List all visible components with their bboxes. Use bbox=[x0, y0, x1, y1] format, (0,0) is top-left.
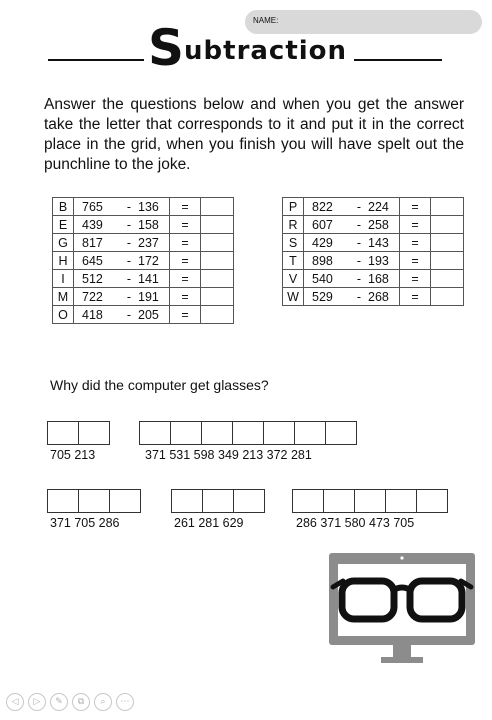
answer-cell[interactable] bbox=[431, 216, 464, 234]
equals-sign: = bbox=[400, 234, 431, 252]
equals-sign: = bbox=[170, 270, 201, 288]
letter-box[interactable] bbox=[47, 421, 79, 445]
subtrahend: 224 bbox=[368, 199, 389, 214]
edit-icon[interactable]: ✎ bbox=[50, 693, 68, 711]
minus-sign: - bbox=[126, 307, 132, 322]
answer-cell[interactable] bbox=[431, 288, 464, 306]
letter-box[interactable] bbox=[78, 489, 110, 513]
subtrahend: 193 bbox=[368, 253, 389, 268]
answer-codes-3: 371 705 286 bbox=[50, 516, 120, 530]
title-rest: ubtraction bbox=[184, 36, 348, 66]
table-row bbox=[53, 270, 234, 288]
subtraction-cell bbox=[304, 270, 400, 288]
letter-cell: W bbox=[283, 288, 304, 306]
answer-codes-2: 371 531 598 349 213 372 281 bbox=[145, 448, 312, 462]
letter-box[interactable] bbox=[385, 489, 417, 513]
minus-sign: - bbox=[356, 235, 362, 250]
table-row bbox=[283, 198, 464, 216]
answer-cell[interactable] bbox=[201, 234, 234, 252]
answer-cell[interactable] bbox=[201, 306, 234, 324]
title-rule-left bbox=[48, 59, 144, 61]
answer-word-5 bbox=[292, 489, 448, 513]
equals-sign: = bbox=[170, 252, 201, 270]
letter-cell: S bbox=[283, 234, 304, 252]
joke-question: Why did the computer get glasses? bbox=[50, 377, 269, 393]
viewer-toolbar bbox=[6, 693, 134, 711]
minuend: 512 bbox=[82, 271, 103, 286]
subtraction-cell bbox=[74, 270, 170, 288]
equals-sign: = bbox=[400, 216, 431, 234]
letter-box[interactable] bbox=[139, 421, 171, 445]
instructions: Answer the questions below and when you get the answer take the letter that corresponds to it and put it in the correct place in the grid, when you finish you will have spelt out the punchline to the joke. bbox=[44, 96, 464, 173]
subtrahend: 237 bbox=[138, 235, 159, 250]
minuend: 429 bbox=[312, 235, 333, 250]
minuend: 817 bbox=[82, 235, 103, 250]
table-row bbox=[53, 306, 234, 324]
letter-cell: O bbox=[53, 306, 74, 324]
subtraction-cell bbox=[304, 234, 400, 252]
equals-sign: = bbox=[400, 270, 431, 288]
letter-box[interactable] bbox=[292, 489, 324, 513]
letter-box[interactable] bbox=[78, 421, 110, 445]
table-row bbox=[283, 216, 464, 234]
subtraction-cell bbox=[304, 252, 400, 270]
minuend: 645 bbox=[82, 253, 103, 268]
letter-box[interactable] bbox=[232, 421, 264, 445]
answer-codes-5: 286 371 580 473 705 bbox=[296, 516, 415, 530]
minus-sign: - bbox=[356, 271, 362, 286]
letter-box[interactable] bbox=[416, 489, 448, 513]
answer-codes-4: 261 281 629 bbox=[174, 516, 244, 530]
minuend: 722 bbox=[82, 289, 103, 304]
subtraction-cell bbox=[304, 288, 400, 306]
minuend: 418 bbox=[82, 307, 103, 322]
subtrahend: 158 bbox=[138, 217, 159, 232]
table-row bbox=[283, 288, 464, 306]
minus-sign: - bbox=[126, 217, 132, 232]
minus-sign: - bbox=[126, 271, 132, 286]
subtraction-cell bbox=[74, 288, 170, 306]
minus-sign: - bbox=[126, 199, 132, 214]
subtraction-cell bbox=[74, 216, 170, 234]
letter-box[interactable] bbox=[47, 489, 79, 513]
answer-cell[interactable] bbox=[431, 270, 464, 288]
minuend: 540 bbox=[312, 271, 333, 286]
answer-word-3 bbox=[47, 489, 141, 513]
minus-sign: - bbox=[356, 199, 362, 214]
subtrahend: 143 bbox=[368, 235, 389, 250]
subtraction-cell bbox=[304, 216, 400, 234]
next-icon[interactable]: ▷ bbox=[28, 693, 46, 711]
subtraction-cell bbox=[304, 198, 400, 216]
minus-sign: - bbox=[356, 253, 362, 268]
letter-cell: I bbox=[53, 270, 74, 288]
table-row bbox=[283, 252, 464, 270]
answer-cell[interactable] bbox=[201, 252, 234, 270]
subtraction-cell bbox=[74, 306, 170, 324]
answer-cell[interactable] bbox=[201, 270, 234, 288]
minuend: 529 bbox=[312, 289, 333, 304]
name-label: NAME: bbox=[253, 16, 279, 25]
title-initial: S bbox=[148, 19, 185, 77]
code-table-left bbox=[52, 197, 234, 324]
more-icon[interactable]: ⋯ bbox=[116, 693, 134, 711]
minuend: 765 bbox=[82, 199, 103, 214]
letter-cell: E bbox=[53, 216, 74, 234]
subtraction-cell bbox=[74, 198, 170, 216]
subtraction-cell bbox=[74, 234, 170, 252]
answer-word-4 bbox=[171, 489, 265, 513]
letter-box[interactable] bbox=[354, 489, 386, 513]
subtrahend: 172 bbox=[138, 253, 159, 268]
equals-sign: = bbox=[170, 234, 201, 252]
letter-box[interactable] bbox=[170, 421, 202, 445]
subtrahend: 141 bbox=[138, 271, 159, 286]
letter-box[interactable] bbox=[202, 489, 234, 513]
table-row bbox=[283, 270, 464, 288]
letter-box[interactable] bbox=[263, 421, 295, 445]
letter-box[interactable] bbox=[201, 421, 233, 445]
equals-sign: = bbox=[170, 306, 201, 324]
letter-cell: B bbox=[53, 198, 74, 216]
minus-sign: - bbox=[356, 289, 362, 304]
minus-sign: - bbox=[126, 289, 132, 304]
letter-cell: R bbox=[283, 216, 304, 234]
letter-box[interactable] bbox=[325, 421, 357, 445]
subtraction-cell bbox=[74, 252, 170, 270]
answer-word-1 bbox=[47, 421, 110, 445]
letter-cell: T bbox=[283, 252, 304, 270]
answer-word-2 bbox=[139, 421, 357, 445]
letter-cell: G bbox=[53, 234, 74, 252]
minus-sign: - bbox=[356, 217, 362, 232]
answer-cell[interactable] bbox=[201, 216, 234, 234]
table-row bbox=[53, 234, 234, 252]
answer-cell[interactable] bbox=[431, 252, 464, 270]
copy-icon[interactable]: ⧉ bbox=[72, 693, 90, 711]
equals-sign: = bbox=[400, 198, 431, 216]
answer-cell[interactable] bbox=[201, 198, 234, 216]
letter-cell: V bbox=[283, 270, 304, 288]
zoom-icon[interactable]: ⌕ bbox=[94, 693, 112, 711]
letter-box[interactable] bbox=[109, 489, 141, 513]
answer-codes-1: 705 213 bbox=[50, 448, 96, 462]
answer-cell[interactable] bbox=[201, 288, 234, 306]
page-title bbox=[148, 18, 347, 78]
table-row bbox=[53, 288, 234, 306]
subtrahend: 168 bbox=[368, 271, 389, 286]
code-table-right bbox=[282, 197, 464, 306]
minuend: 898 bbox=[312, 253, 333, 268]
equals-sign: = bbox=[170, 198, 201, 216]
letter-cell: M bbox=[53, 288, 74, 306]
minuend: 607 bbox=[312, 217, 333, 232]
equals-sign: = bbox=[170, 216, 201, 234]
minuend: 822 bbox=[312, 199, 333, 214]
table-row bbox=[53, 198, 234, 216]
equals-sign: = bbox=[400, 288, 431, 306]
monitor-with-glasses-icon bbox=[329, 553, 475, 668]
minuend: 439 bbox=[82, 217, 103, 232]
letter-box[interactable] bbox=[294, 421, 326, 445]
subtrahend: 268 bbox=[368, 289, 389, 304]
table-row bbox=[53, 252, 234, 270]
subtrahend: 205 bbox=[138, 307, 159, 322]
equals-sign: = bbox=[400, 252, 431, 270]
answer-cell[interactable] bbox=[431, 198, 464, 216]
table-row bbox=[53, 216, 234, 234]
answer-cell[interactable] bbox=[431, 234, 464, 252]
letter-box[interactable] bbox=[323, 489, 355, 513]
subtrahend: 136 bbox=[138, 199, 159, 214]
subtrahend: 258 bbox=[368, 217, 389, 232]
letter-box[interactable] bbox=[233, 489, 265, 513]
letter-box[interactable] bbox=[171, 489, 203, 513]
title-rule-right bbox=[354, 59, 442, 61]
prev-icon[interactable]: ◁ bbox=[6, 693, 24, 711]
table-row bbox=[283, 234, 464, 252]
minus-sign: - bbox=[126, 253, 132, 268]
subtrahend: 191 bbox=[138, 289, 159, 304]
minus-sign: - bbox=[126, 235, 132, 250]
letter-cell: P bbox=[283, 198, 304, 216]
letter-cell: H bbox=[53, 252, 74, 270]
equals-sign: = bbox=[170, 288, 201, 306]
